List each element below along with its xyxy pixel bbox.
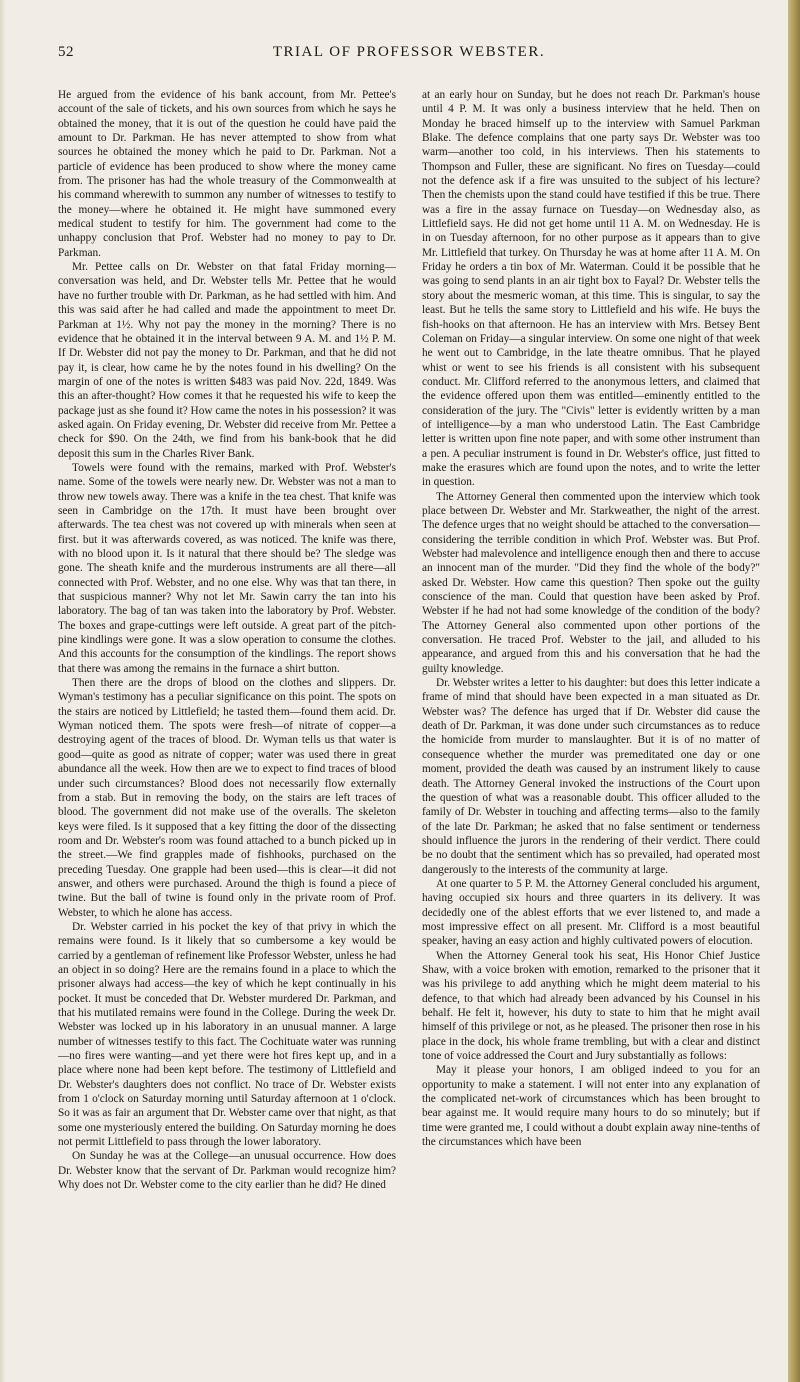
paragraph: When the Attorney General took his seat, His Honor Chief Justice Shaw, with a voice broken with emotion, remarked to the prisoner that it was his privilege to add anything which he might deem material to his defence, to that which had already been advanced by his Counsel in his behalf. He felt it, however, his duty to state to him that he might avail himself of this privilege or not, as he pleased. The prisoner then rose in his place in the dock, his whole frame trembling, but with a clear and distinct tone of voice addressed the Court and Jury substantially as follows: bbox=[422, 949, 760, 1063]
paragraph: Dr. Webster writes a letter to his daughter: but does this letter indicate a frame of mind that should have been expected in a man situated as Dr. Webster was? The defence has urged that if Dr. Webster did cause the death of Dr. Parkman, it was done under such circumstances as to reduce the homicide from murder to manslaughter. But it is of no matter of consequence whether the murder was premeditated one day or one moment, provided the death was caused by an instrument likely to cause death. The Attorney General invoked the instructions of the Court upon the question of what was a reasonable doubt. This officer alluded to the family of Dr. Webster in touching and affecting terms—also to the family of the late Dr. Parkman; he asked that no false sentiment or tenderness should influence the jurors in the rendering of their verdict. There could be no doubt that the sentiment which has so prevailed, had operated most dangerously to the interests of the community at large. bbox=[422, 677, 760, 876]
paragraph: Towels were found with the remains, marked with Prof. Webster's name. Some of the towels were nearly new. Dr. Webster was not a man to throw new towels away. There was a knife in the tea chest. That knife was seen in Cambridge on the 17th. It must have been brought over afterwards. The tea chest was not covered up with minerals when seen at first. but it was afterwards covered, as was noticed. The knife was there, with no blood upon it. Is it natural that there should be? The sledge was gone. The sheath knife and the murderous instruments are all there—all connected with Prof. Webster, and no one else. Why was that tan there, in that suspicious manner? Why not let Mr. Sawin carry the tan into his laboratory. The bag of tan was taken into the laboratory by Prof. Webster. The boxes and grape-cuttings were left outside. A great part of the pitch-pine kindlings were gone. It was a slow operation to consume the clothes. And this accounts for the consumption of the kindlings. The report shows that there was among the remains in the furnace a shirt button. bbox=[58, 461, 396, 675]
paragraph: Mr. Pettee calls on Dr. Webster on that fatal Friday morning—conversation was held, and Dr. Webster tells Mr. Pettee that he would have no further trouble with Dr. Parkman, as he had settled with him. And this was said after he had called and made the appointment to meet Dr. Parkman at 1½. Why not pay the money in the morning? There is no evidence that he obtained it in the interval between 9 A. M. and 1½ P. M. If Dr. Webster did not pay the money to Dr. Parkman, and that he did not pay it, is clear, how came he by the notes found in his dwelling? On the margin of one of the notes is written $483 was paid Nov. 22d, 1849. Was this an after-thought? How comes it that he requested his wife to keep the package just as she found it? How came the notes in his possession? it was asked again. On Friday evening, Dr. Webster did receive from Mr. Pettee a check for $90. On the 24th, we find from his bank-book that he did deposit this sum in the Charles River Bank. bbox=[58, 261, 396, 460]
paragraph: Then there are the drops of blood on the clothes and slippers. Dr. Wyman's testimony has a peculiar significance on this point. The spots on the stairs are noticed by Littlefield; he tasted them—found them acid. Dr. Wyman noticed them. The spots were fresh—of nitrate of copper—a destroying agent of the traces of blood. Dr. Wyman tells us that water is good—quite as good as nitrate of copper; water was used there in great abundance all the week. How then are we to expect to find traces of blood under such circumstances? Blood does not necessarily flow externally from a stab. But in removing the body, on the stairs are left traces of blood. The government did not make use of the overalls. The skeleton keys were filed. Is it supposed that a key fitting the door of the dissecting room and Dr. Webster's room was found attached to a bunch picked up in the street.—We find grapples made of fishhooks, purchased on the preceding Tuesday. One grapple had been used—this is clear—it did not answer, and others were purchased. Around the thigh is found a piece of twine. But the ball of twine is found only in the private room of Prof. Webster, to which he alone has access. bbox=[58, 677, 396, 919]
page-edge-binding bbox=[788, 0, 800, 1382]
paragraph: Dr. Webster carried in his pocket the key of that privy in which the remains were found. Is it likely that so cumbersome a key would be carried by a gentleman of refinement like Professor Webster, unless he had an object in so doing? Here are the remains found in a place to which the prisoner always had access—the key of which he kept continually in his pocket. It must be conceded that Dr. Webster murdered Dr. Parkman, and that his mutilated remains were found in the College. During the week Dr. Webster was locked up in his laboratory in an unusual manner. A large number of witnesses testify to this fact. The Cochituate water was running—no fires were wanting—and yet there were hot fires kept up, and in a place where none had been kept before. The testimony of Littlefield and Dr. Webster's daughters does not conflict. No trace of Dr. Webster exists from 1 o'clock on Saturday morning until Saturday afternoon at 1 o'clock. So it was as fair an argument that Dr. Webster came over that night, as that some one mysteriously entered the building. On Saturday morning he does not permit Littlefield to pass through the lower laboratory. bbox=[58, 920, 396, 1149]
page-fold-shadow bbox=[0, 0, 6, 1382]
page-number: 52 bbox=[58, 44, 74, 60]
running-title: TRIAL OF PROFESSOR WEBSTER. bbox=[272, 44, 546, 60]
left-column bbox=[58, 88, 396, 1374]
running-header bbox=[58, 44, 760, 68]
paragraph: On Sunday he was at the College—an unusual occurrence. How does Dr. Webster know that the servant of Dr. Parkman would recognize him? Why does not Dr. Webster come to the city earlier than he did? He dined bbox=[58, 1150, 396, 1192]
right-column bbox=[422, 88, 760, 1374]
paragraph: at an early hour on Sunday, but he does not reach Dr. Parkman's house until 4 P. M. It was only a business interview that he held. Then on Monday he braced himself up to the interview with Samuel Parkman Blake. The defence complains that one party says Dr. Webster was too warm—another too cold, in his interviews. Then his statements to Thompson and Fuller, these are significant. No fires on Tuesday—could not the defence ask if a fire was unsuited to the subject of his lecture? Then the chemists upon the stand could have testified if this be true. There was a fire in the assay furnace on Tuesday—on Wednesday also, as Littlefield says. He did not get home until 11 A. M. on Wednesday. He is in on Tuesday afternoon, for no other purpose as it appears than to give Mr. Littlefield that turkey. On Thursday he was at home after 11 A. M. On Friday he orders a tin box of Mr. Waterman. Could it be possible that he was going to send plants in an air tight box to Fayal? Dr. Webster tells the story about the mesmeric woman, at this time. This is singular, to say the least. But he tells the same story to Littlefield and his wife. He buys the fish-hooks on that afternoon. He has an interview with Mrs. Betsey Bent Coleman on Friday—a singular interview. On some one night of that week he went out to Cambridge, in the late theatre omnibus. That he played whist or went to see his friends is all consistent with his subsequent conduct. Mr. Clifford referred to the anonymous letters, and claimed that the evidence offered upon them was entitled—eminently entitled to the consideration of the jury. The "Civis" letter is evidently written by a man of intelligence—by a man who understood Latin. The East Cambridge letter is written upon fine note paper, and with some other instrument than a pen. A peculiar instrument is found in Dr. Webster's office, just fitted to make the erasures which are found upon the notes, and to write the letter in question. bbox=[422, 89, 760, 489]
paragraph: At one quarter to 5 P. M. the Attorney General concluded his argument, having occupied six hours and three quarters in its delivery. It was decidedly one of the ablest efforts that we ever listened to, and made a most impressive effect on all present. Mr. Clifford is a most beautiful speaker, having an easy action and highly cultivated powers of elocution. bbox=[422, 877, 760, 948]
paragraph: The Attorney General then commented upon the interview which took place between Dr. Webster and Mr. Starkweather, the night of the arrest. The defence urges that no weight should be attached to the conversation—considering the terrible condition in which Prof. Webster was. But Prof. Webster had malevolence and intelligence enough then and there to accuse an innocent man of the murder. "Did they find the whole of the body?" asked Dr. Webster. How came this question? Then spoke out the guilty conscience of the man. Could that question have been asked by Prof. Webster if he had not had some knowledge of the condition of the body? The Attorney General also commented upon other portions of the conversation. He traced Prof. Webster to the jail, and alluded to his appearance, and argued from this and his conversation that he had the guilty knowledge. bbox=[422, 490, 760, 675]
paragraph: May it please your honors, I am obliged indeed to you for an opportunity to make a statement. I will not enter into any explanation of the complicated net-work of circumstances which has been brought to bear against me. It would require many hours to do so minutely; but if time were granted me, I could without a doubt explain away nine-tenths of the circumstances which have been bbox=[422, 1064, 760, 1149]
paragraph: He argued from the evidence of his bank account, from Mr. Pettee's account of the sale of tickets, and his own sources from which he says he obtained the money, that it is out of the question he could have paid the amount to Dr. Parkman. He has never attempted to show from what sources he obtained the money which he paid to Dr. Parkman. Not a particle of evidence has been produced to show where the money came from. The prisoner has had the whole treasury of the Commonwealth at his command wherewith to summon any number of witnesses to testify to the money—where he obtained it. He might have summoned every medical student to testify for him. The government had come to the unhappy conclusion that Prof. Webster had no money to pay to Dr. Parkman. bbox=[58, 89, 396, 259]
